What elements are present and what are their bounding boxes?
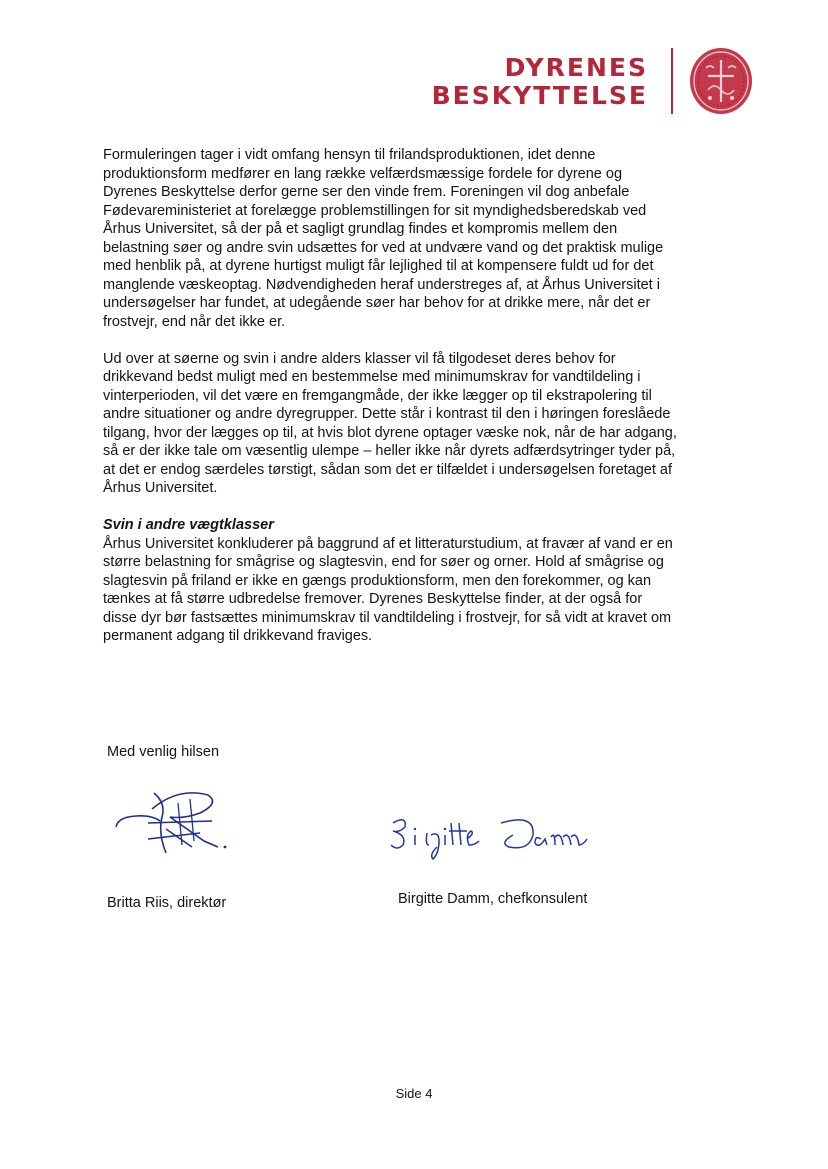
organization-logo [431, 44, 780, 120]
seal-icon [688, 46, 754, 116]
section-heading: Svin i andre vægtklasser [103, 517, 274, 533]
section-text: Århus Universitet konkluderer på baggrund af et litteraturstudium, at fravær af vand er en større belastning for smågrise og slagtesvin, end for søer og orner. Hold af smågrise og slagtesvin på friland er ikke en gængs produktionsform, men den forekommer, og kan tænkes at få større udbredelse fremover. Dyrenes Beskyttelse finder, at der også for disse dyr bør fastsættes minimumskrav til vandtildeling i frostvejr, for så vidt at kravet om permanent adgang til drikkevand fraviges. [103, 535, 673, 644]
letter-body [103, 146, 677, 664]
paragraph-1: Formuleringen tager i vidt omfang hensyn til frilandsproduktionen, idet denne produktionsform medfører en lang række velfærdsmæssige fordele for dyrene og Dyrenes Beskyttelse derfor gerne ser den vinde frem. Foreningen vil dog anbefale Fødevareministeriet at forelægge problemstillingen for sit myndighedsberedskab ved Århus Universitet, så der på et sagligt grundlag findes et kompromis mellem den belastning søer og andre svin udsættes for ved at undvære vand og det praktisk mulige med henblik på, at dyrene hurtigst muligt får lejlighed til at kompensere fuldt ud for det manglende væskeoptag. Nødvendigheden heraf understreges af, at Århus Universitet i undersøgelser har fundet, at udegående søer har behov for at drikke mere, når det er frostvejr, end når det ikke er. [103, 147, 664, 330]
section-weight-classes [103, 516, 677, 646]
signature-birgitte-damm [385, 805, 595, 865]
logo-line-2: BESKYTTELSE [431, 81, 648, 110]
signature-britta-riis [108, 783, 238, 863]
logo-wordmark [432, 54, 648, 110]
logo-line-1: DYRENES [504, 53, 648, 82]
signer-name-birgitte: Birgitte Damm, chefkonsulent [398, 891, 588, 907]
paragraph-2: Ud over at søerne og svin i andre alders klasser vil få tilgodeset deres behov for drikkevand bedst muligt med en bestemmelse med minimumskrav for vandtildeling i vinterperioden, vil det være en fremgangmåde, der ikke lægger op til ekstrapolering til andre situationer og andre dyregrupper. Dette står i kontrast til den i høringen foreslåede tilgang, hvor der lægges op til, at hvis blot dyrene optager væske nok, når de har adgang, så er der ikke tale om væsentlig ulempe – heller ikke når dyrets adfærdsytringer tyder på, at det er endog særdeles tørstigt, sådan som det er tilfældet i undersøgelsen foretaget af Århus Universitet. [103, 350, 677, 496]
page-number: Side 4 [395, 1086, 433, 1101]
logo-divider [671, 48, 673, 114]
signer-name-britta: Britta Riis, direktør [107, 895, 227, 911]
closing-greeting: Med venlig hilsen [107, 744, 220, 760]
